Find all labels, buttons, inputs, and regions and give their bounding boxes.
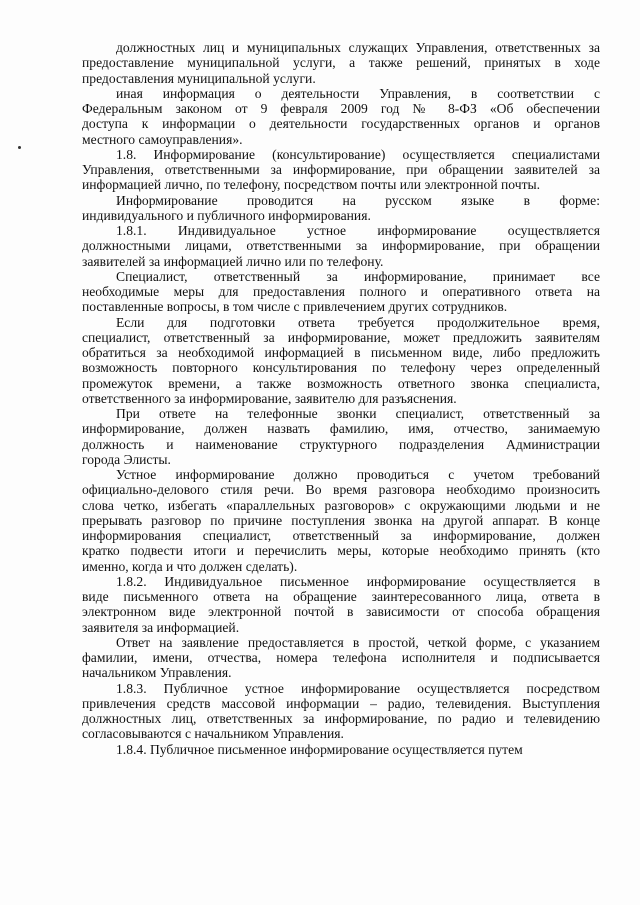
- text-line: должностных лиц и муниципальных служащих Управления, ответственных за: [116, 40, 600, 55]
- text-line: 1.8.4. Публичное письменное информирование осуществляется путем: [116, 741, 523, 757]
- text-line: Ответ на заявление предоставляется в простой, четкой форме, с указанием: [116, 634, 600, 650]
- text-line: При ответе на телефонные звонки специалист, ответственный за: [116, 406, 600, 421]
- text-line: прерывать разговор по причине поступления звонка на другой аппарат. В конце: [82, 512, 600, 528]
- paragraph: [82, 467, 600, 574]
- text-line: необходимые меры для предоставления полного и оперативного ответа на: [82, 284, 600, 299]
- paragraph: [82, 269, 600, 315]
- text-line: города Элисты.: [82, 451, 171, 467]
- text-line: Информирование проводится на русском языке в форме:: [116, 192, 600, 208]
- text-line: 1.8. Информирование (консультирование) осуществляется специалистами: [116, 146, 600, 162]
- text-line: привлечения средств массовой информации – радио, телевидения. Выступления: [82, 695, 600, 711]
- text-line: согласовываются с начальником Управления.: [82, 726, 344, 742]
- text-line: информирование, должен назвать фамилию, имя, отчество, занимаемую: [82, 421, 600, 437]
- paragraph: [82, 147, 600, 193]
- text-line: предоставление муниципальной услуги, а также решений, принятых в ходе: [82, 55, 600, 71]
- text-line: индивидуального и публичного информирования.: [82, 207, 371, 223]
- text-line: должностными лицами, ответственными за информирование, при обращении: [82, 238, 600, 254]
- paragraph: [82, 406, 600, 467]
- text-line: 1.8.2. Индивидуальное письменное информирование осуществляется в: [116, 573, 600, 589]
- text-line: должность и наименование структурного подразделения Администрации: [82, 436, 600, 452]
- text-line: информацией лично, по телефону, посредством почты или электронной почты.: [82, 177, 541, 193]
- text-line: обратиться за необходимой информацией в письменном виде, либо предложить: [82, 345, 600, 360]
- paragraph: [82, 574, 600, 635]
- text-line: информирования специалист, ответственный за информирование, должен: [82, 528, 600, 543]
- text-line: Если для подготовки ответа требуется продолжительное время,: [116, 314, 600, 330]
- paragraph: [82, 40, 600, 86]
- text-line: промежуток времени, а также возможность ответного звонка специалиста,: [82, 375, 600, 391]
- text-line: заявителей за информацией лично или по телефону.: [82, 253, 384, 269]
- text-line: поставленные вопросы, в том числе с привлечением других сотрудников.: [82, 299, 508, 315]
- paragraph: [82, 315, 600, 407]
- text-line: возможность повторного консультирования по телефону через определенный: [82, 360, 600, 376]
- paragraph: [82, 681, 600, 742]
- text-line: Специалист, ответственный за информирование, принимает все: [116, 268, 600, 284]
- scan-speck: [18, 146, 21, 149]
- text-line: 1.8.1. Индивидуальное устное информирование осуществляется: [116, 223, 600, 238]
- text-line: Управления, ответственными за информирование, при обращении заявителей за: [82, 162, 600, 177]
- paragraph: [82, 193, 600, 224]
- text-line: предоставления муниципальной услуги.: [82, 70, 316, 86]
- text-line: начальником Управления.: [82, 665, 232, 681]
- text-line: заявителя за информацией.: [82, 619, 240, 635]
- paragraph: [82, 635, 600, 681]
- text-line: иная информация о деятельности Управления, в соответствии с: [116, 85, 600, 101]
- text-line: слова четко, избегать «параллельных разговоров» с окружающими людьми и не: [82, 497, 600, 513]
- paragraph: [82, 223, 600, 269]
- text-line: Устное информирование должно проводиться с учетом требований: [116, 467, 600, 482]
- text-line: виде письменного ответа на обращение заинтересованного лица, ответа в: [82, 589, 600, 604]
- text-line: официально-делового стиля речи. Во время разговора необходимо произносить: [82, 482, 600, 498]
- text-line: доступа к информации о деятельности государственных органов и органов: [82, 116, 600, 132]
- text-line: должностных лиц, ответственных за информирование, по радио и телевидению: [82, 711, 600, 726]
- document-body: [82, 40, 600, 757]
- paragraph: [82, 742, 600, 757]
- text-line: именно, когда и что должен сделать).: [82, 558, 298, 574]
- text-line: Федеральным законом от 9 февраля 2009 год № 8-ФЗ «Об обеспечении: [82, 101, 600, 116]
- text-line: местного самоуправления».: [82, 131, 243, 147]
- text-line: ответственного за информирование, заявителю для разъяснения.: [82, 390, 457, 406]
- text-line: электронном виде электронной почтой в зависимости от способа обращения: [82, 604, 600, 620]
- paragraph: [82, 86, 600, 147]
- text-line: специалист, ответственный за информирование, может предложить заявителям: [82, 329, 600, 345]
- text-line: фамилии, имени, отчества, номера телефона исполнителя и подписывается: [82, 650, 600, 665]
- text-line: кратко подвести итоги и перечислить меры, которые необходимо принять (кто: [82, 543, 600, 559]
- text-line: 1.8.3. Публичное устное информирование осуществляется посредством: [116, 680, 600, 696]
